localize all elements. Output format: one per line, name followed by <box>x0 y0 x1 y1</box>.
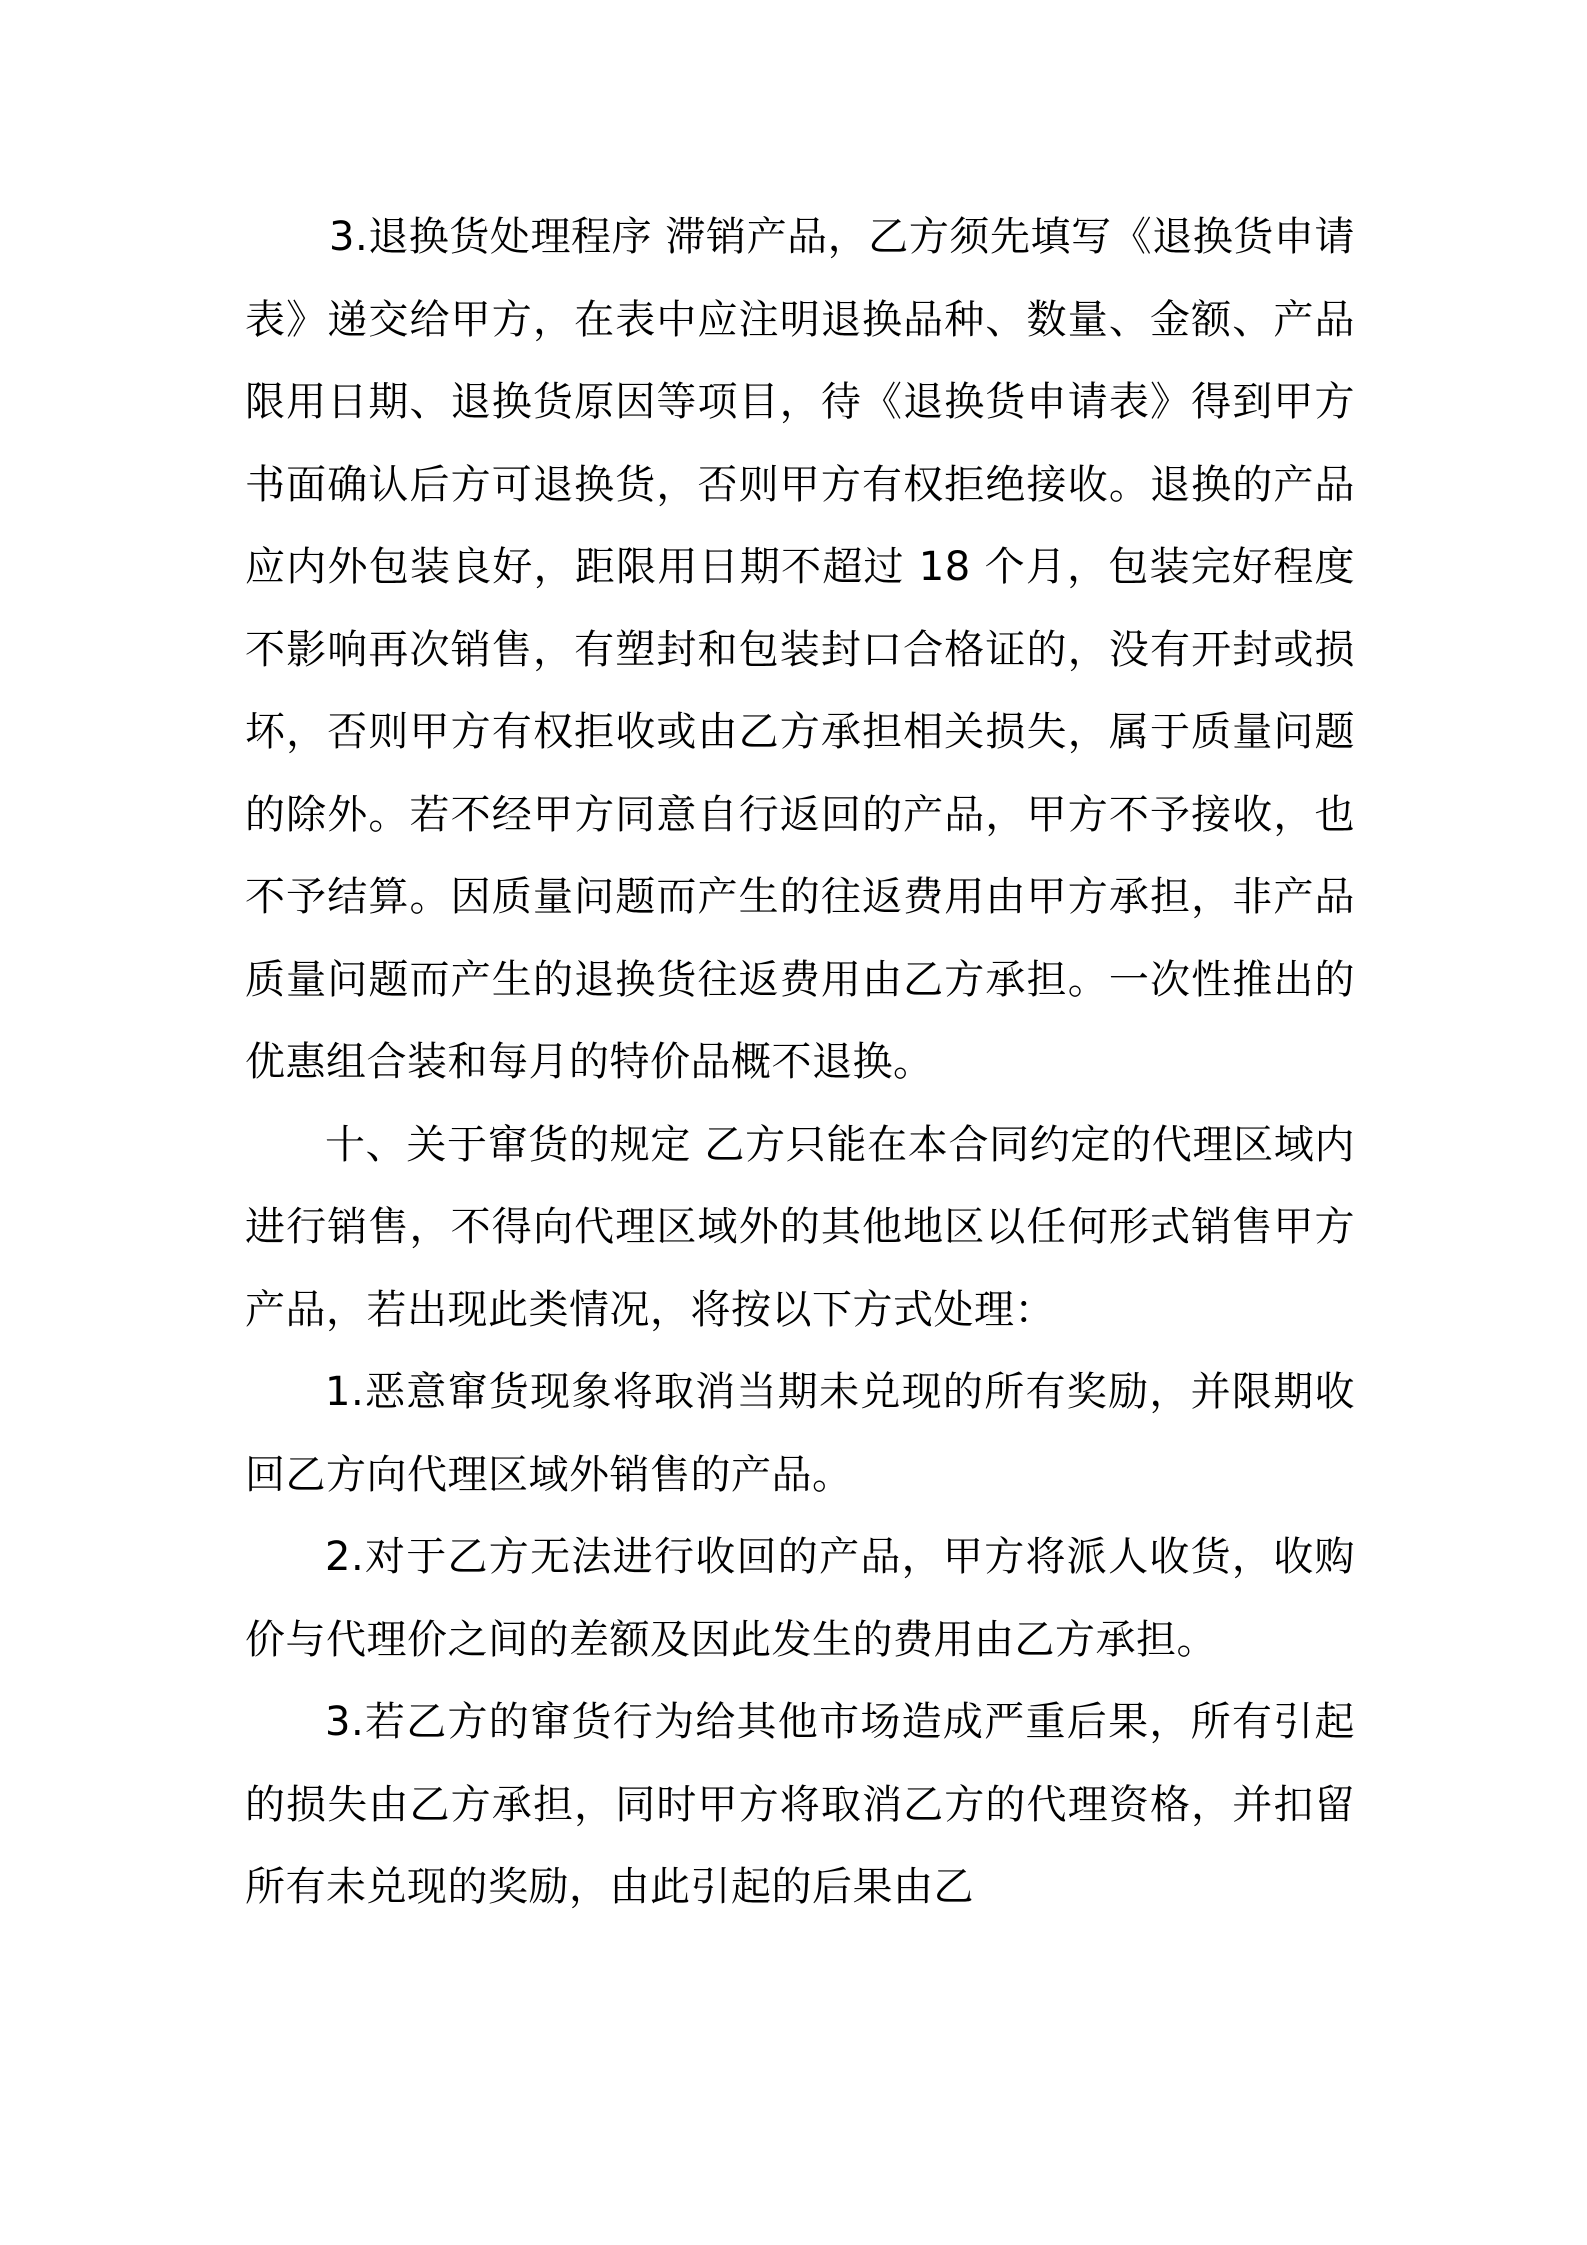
paragraph-rule-2: 2.对于乙方无法进行收回的产品，甲方将派人收货，收购价与代理价之间的差额及因此发生的费用由乙方承担。 <box>245 1534 1355 1663</box>
paragraph-cross-selling-rules: 十、关于窜货的规定 乙方只能在本合同约定的代理区域内进行销售，不得向代理区域外的其他地区以任何形式销售甲方产品，若出现此类情况，将按以下方式处理： <box>245 1121 1355 1333</box>
paragraph-rule-1: 1.恶意窜货现象将取消当期未兑现的所有奖励，并限期收回乙方向代理区域外销售的产品。 <box>245 1369 1355 1498</box>
paragraph-rule-3: 3.若乙方的窜货行为给其他市场造成严重后果，所有引起的损失由乙方承担，同时甲方将取消乙方的代理资格，并扣留所有未兑现的奖励，由此引起的后果由乙 <box>245 1699 1355 1910</box>
document-body <box>245 196 1355 1929</box>
paragraph-return-procedure: 3.退换货处理程序 滞销产品，乙方须先填写《退换货申请表》递交给甲方，在表中应注明退换品种、数量、金额、产品限用日期、退换货原因等项目，待《退换货申请表》得到甲方书面确认后方可退换货，否则甲方有权拒绝接收。退换的产品应内外包装良好，距限用日期不超过 18 个月，包装完好程度不影响再次销售，有塑封和包装封口合格证的，没有开封或损坏，否则甲方有权拒收或由乙方承担相关损失，属于质量问题的除外。若不经甲方同意自行返回的产品，甲方不予接收，也不予结算。因质量问题而产生的往返费用由甲方承担，非产品质量问题而产生的退换货往返费用由乙方承担。一次性推出的优惠组合装和每月的特价品概不退换。 <box>245 214 1355 1085</box>
